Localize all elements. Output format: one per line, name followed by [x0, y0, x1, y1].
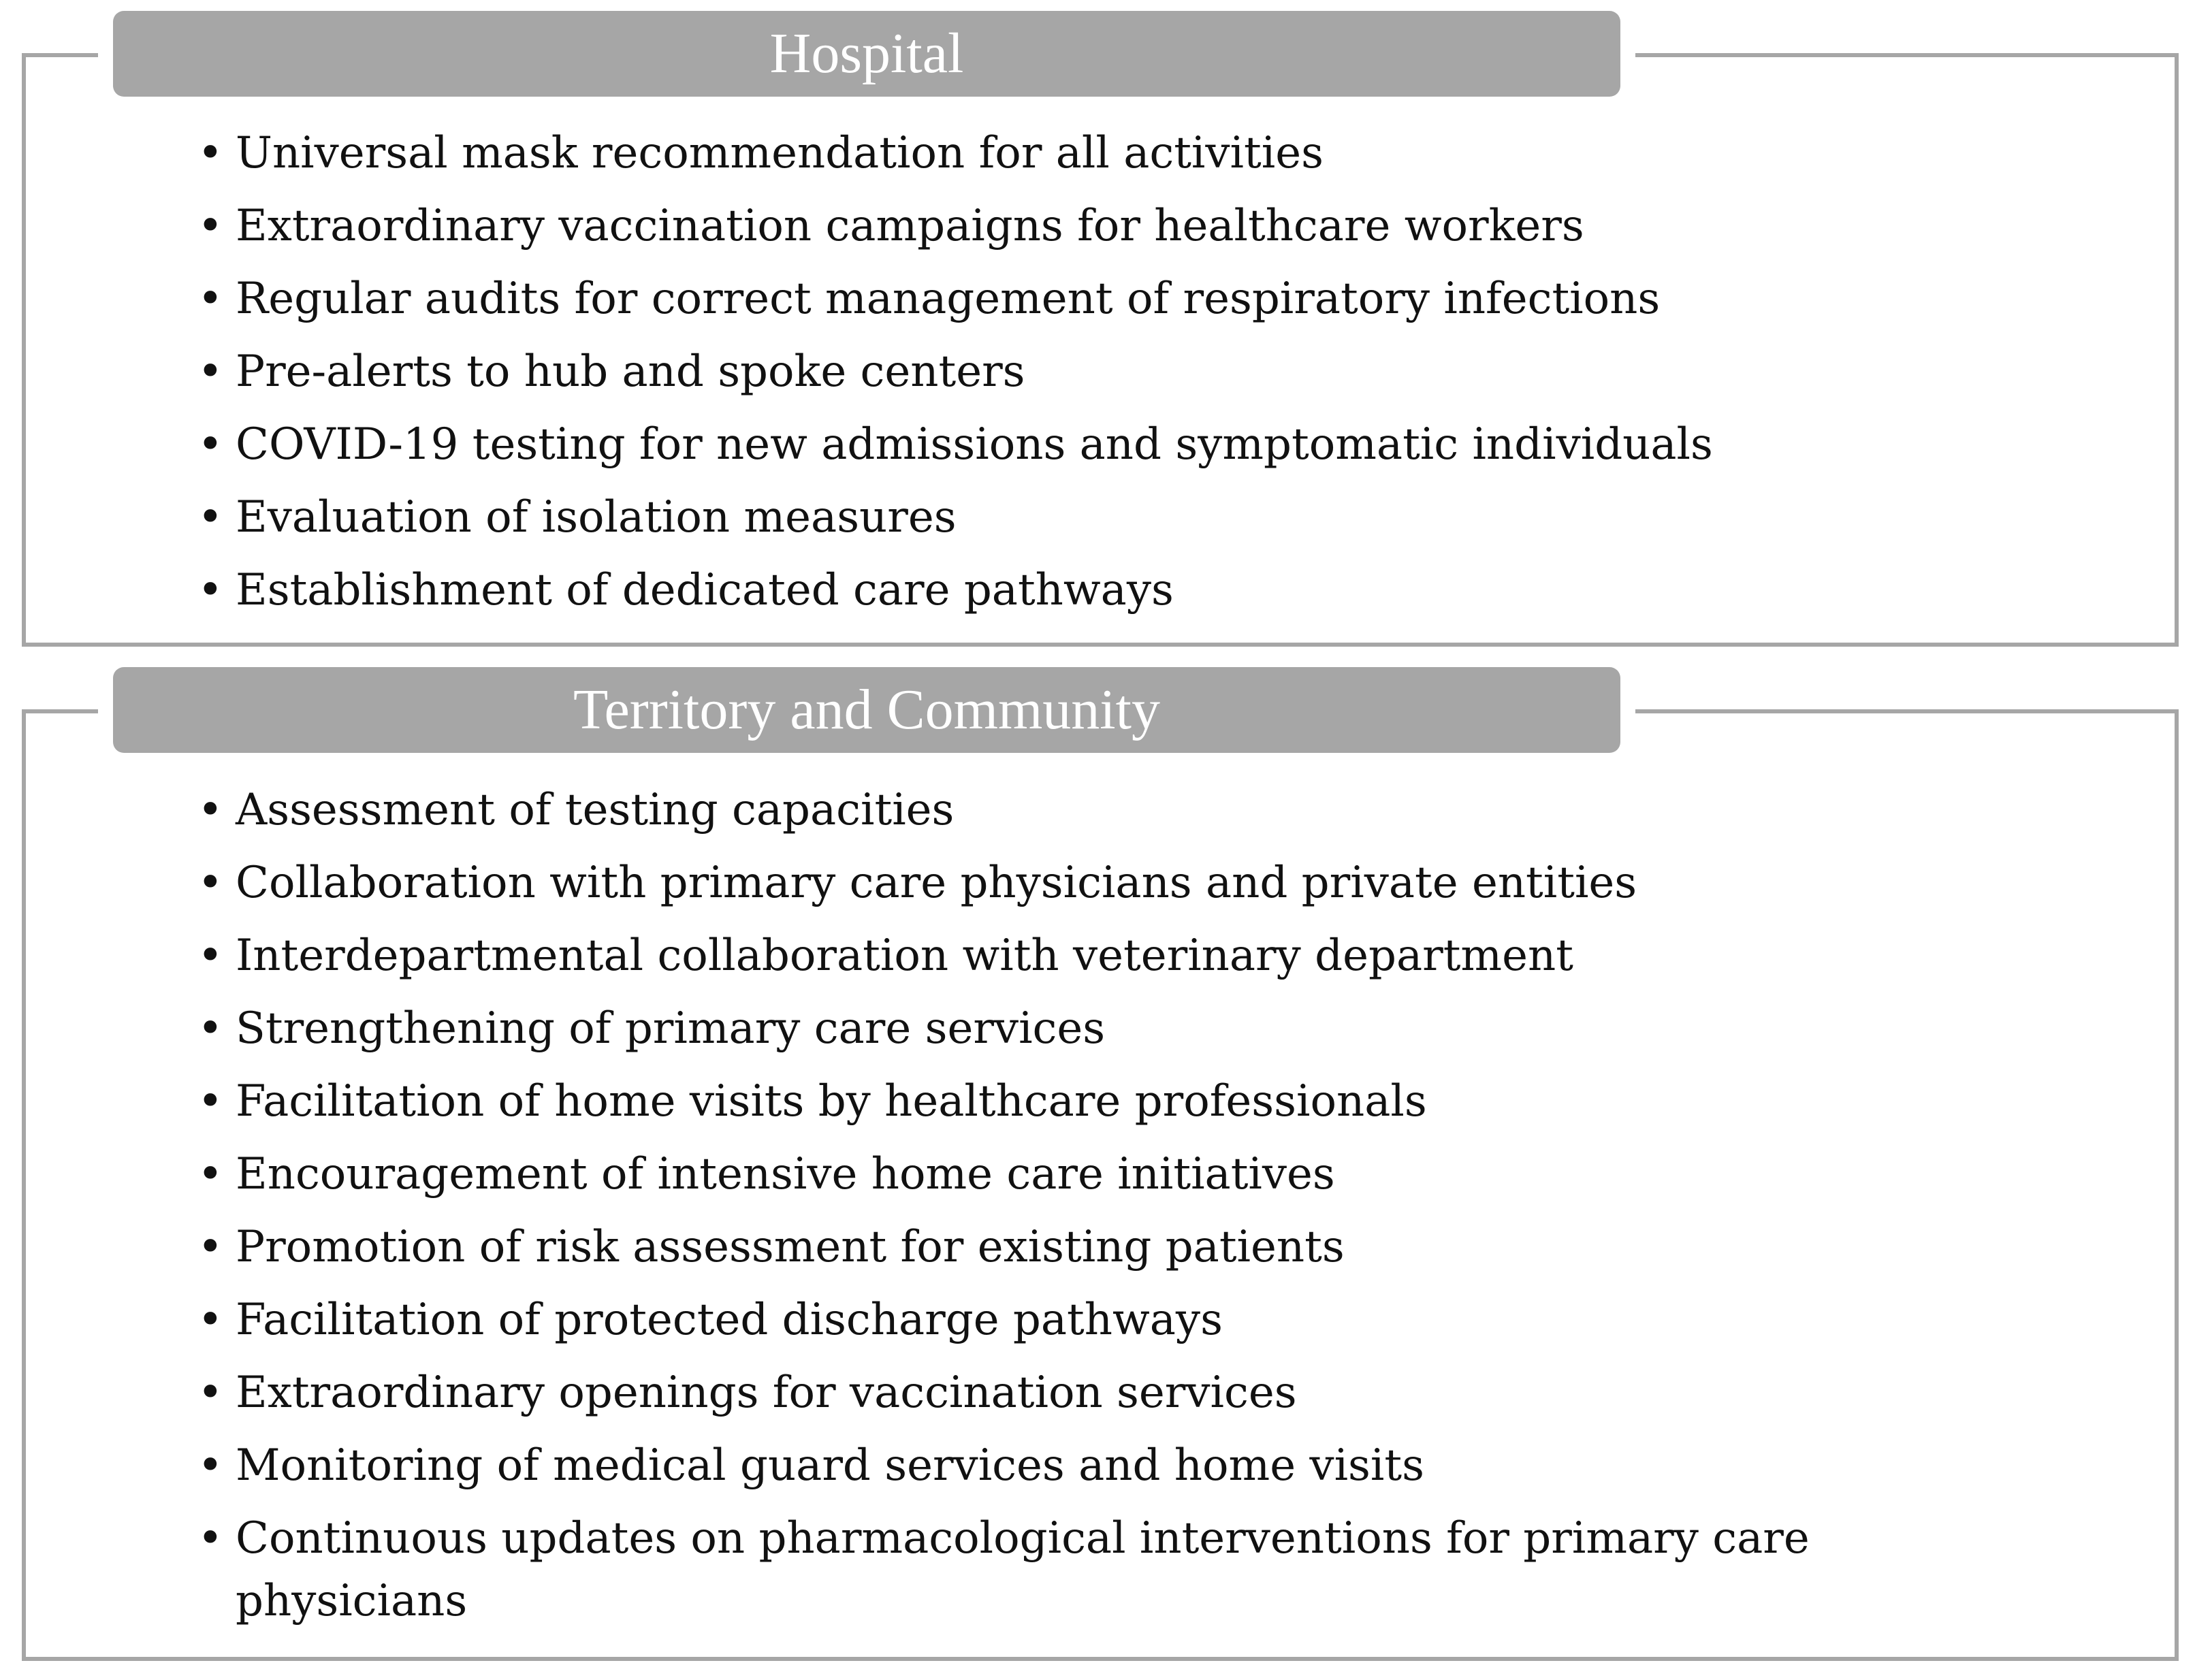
territory-measure-item: • Monitoring of medical guard services and home visits: [191, 1429, 2138, 1502]
bullet-icon: •: [197, 346, 223, 397]
bullet-icon: •: [197, 931, 223, 981]
territory-measure-item: • Extraordinary openings for vaccination services: [191, 1357, 2138, 1429]
hospital-measures-list: [191, 117, 2138, 627]
bullet-icon: •: [197, 1513, 223, 1564]
territory-header: Territory and Community: [113, 667, 1620, 753]
bullet-icon: •: [197, 1149, 223, 1199]
hospital-measure-item: • Extraordinary vaccination campaigns for healthcare workers: [191, 190, 2138, 263]
territory-measures-list: [191, 774, 2138, 1632]
bullet-icon: •: [197, 1368, 223, 1418]
bullet-icon: •: [197, 1003, 223, 1054]
bullet-icon: •: [197, 274, 223, 324]
hospital-measure-item: • Pre-alerts to hub and spoke centers: [191, 336, 2138, 408]
bullet-icon: •: [197, 565, 223, 615]
bullet-icon: •: [197, 858, 223, 908]
hospital-measure-item: • Establishment of dedicated care pathways: [191, 554, 2138, 627]
territory-measure-item: • Strengthening of primary care services: [191, 992, 2138, 1065]
bullet-icon: •: [197, 1222, 223, 1272]
territory-measure-item: • Facilitation of home visits by healthcare professionals: [191, 1065, 2138, 1138]
hospital-measure-item: • Universal mask recommendation for all activities: [191, 117, 2138, 190]
territory-measure-item: • Interdepartmental collaboration with veterinary department: [191, 920, 2138, 992]
bullet-icon: •: [197, 128, 223, 178]
bullet-icon: •: [197, 492, 223, 543]
bullet-icon: •: [197, 419, 223, 470]
territory-measure-item: • Encouragement of intensive home care initiatives: [191, 1138, 2138, 1211]
hospital-measure-item: • COVID-19 testing for new admissions and symptomatic individuals: [191, 408, 2138, 481]
bullet-icon: •: [197, 785, 223, 835]
bullet-icon: •: [197, 1440, 223, 1491]
bullet-icon: •: [197, 201, 223, 251]
territory-measure-item: • Collaboration with primary care physicians and private entities: [191, 847, 2138, 920]
territory-measure-item: • Assessment of testing capacities: [191, 774, 2138, 847]
hospital-header: Hospital: [113, 11, 1620, 97]
bullet-icon: •: [197, 1076, 223, 1127]
territory-measure-item: • Continuous updates on pharmacological interventions for primary care physicians: [191, 1502, 2047, 1632]
hospital-measure-item: • Regular audits for correct management of respiratory infections: [191, 263, 2138, 336]
hospital-measure-item: • Evaluation of isolation measures: [191, 481, 2138, 554]
territory-measure-item: • Promotion of risk assessment for existing patients: [191, 1211, 2138, 1284]
bullet-icon: •: [197, 1295, 223, 1345]
territory-measure-item: • Facilitation of protected discharge pathways: [191, 1284, 2138, 1357]
